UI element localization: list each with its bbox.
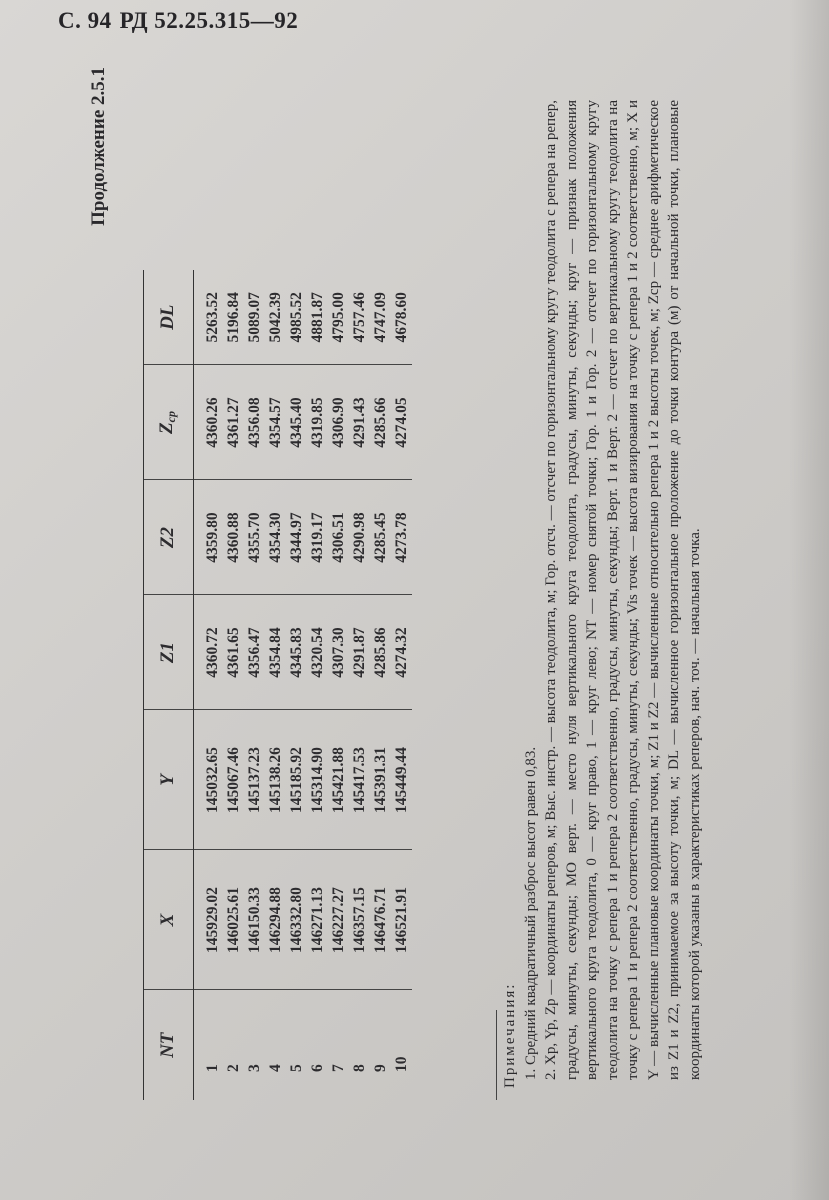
table-row	[328, 270, 349, 1100]
cell-y: 145449.44	[391, 710, 412, 850]
cell-nt: 4	[267, 1064, 284, 1072]
col-header-z2: Z2	[144, 480, 194, 595]
cell-y: 145137.23	[244, 710, 265, 850]
cell-zsr: 4306.90	[328, 365, 349, 480]
cell-z1: 4360.72	[194, 595, 224, 710]
cell-z1: 4285.86	[370, 595, 391, 710]
col-header-dl: DL	[144, 270, 194, 365]
cell-dl: 5196.84	[223, 270, 244, 365]
data-table	[143, 270, 412, 1100]
cell-nt: 1	[204, 1064, 221, 1072]
cell-z2: 4344.97	[286, 480, 307, 595]
cell-dl: 4795.00	[328, 270, 349, 365]
table-row	[244, 270, 265, 1100]
cell-nt: 3	[246, 1064, 263, 1072]
notes-title: Примечания:	[502, 982, 518, 1088]
cell-dl: 4678.60	[391, 270, 412, 365]
page-shadow	[789, 0, 829, 1200]
cell-zsr: 4354.57	[265, 365, 286, 480]
cell-z1: 4354.84	[265, 595, 286, 710]
table-row	[265, 270, 286, 1100]
cell-dl: 4747.09	[370, 270, 391, 365]
cell-y: 145067.46	[223, 710, 244, 850]
col-header-y: Y	[144, 710, 194, 850]
cell-dl: 4757.46	[349, 270, 370, 365]
col-header-x: X	[144, 850, 194, 990]
cell-x: 146476.71	[370, 850, 391, 990]
cell-y: 145314.90	[307, 710, 328, 850]
cell-dl: 5042.39	[265, 270, 286, 365]
zsr-letter: Z	[156, 422, 177, 434]
cell-nt: 8	[351, 1064, 368, 1072]
table-row	[194, 270, 224, 1100]
notes-divider	[496, 1010, 497, 1100]
page-number: С. 94	[58, 8, 112, 33]
cell-z1: 4307.30	[328, 595, 349, 710]
cell-x: 146332.80	[286, 850, 307, 990]
table-row	[349, 270, 370, 1100]
cell-z2: 4306.51	[328, 480, 349, 595]
cell-x: 146521.91	[391, 850, 412, 990]
col-header-z1: Z1	[144, 595, 194, 710]
cell-x: 146357.15	[349, 850, 370, 990]
cell-z2: 4273.78	[391, 480, 412, 595]
cell-zsr: 4356.08	[244, 365, 265, 480]
cell-dl: 4985.52	[286, 270, 307, 365]
cell-x: 146294.88	[265, 850, 286, 990]
cell-x: 146271.13	[307, 850, 328, 990]
note-2: 2. Xp, Yp, Zp — координаты реперов, м; Выс. инстр. — высота теодолита, м; Гор. отсч. — отсчет по горизонтальному кругу теодолита с репера на репер, градусы, минуты, секунды; МО верт. — место нуля вертикального круга теодолита, градусы, минуты, секунды; круг — признак положения вертикального круга теодолита, 0 — круг право, 1 — круг лево; NT — номер снятой точки; Гор. 1 и Гор. 2 — отсчет по горизонтальному кругу теодолита на точку с репера 1 и репера 2 соответственно, градусы, минуты, секунды; Верт. 1 и Верт. 2 — отсчет по вертикальному кругу теодолита на точку с репера 1 и репера 2 соответственно, градусы, минуты, секунды; Vis точек — высота визирования на точку с репера 1 и 2 соответственно, м; X и Y — вычисленные плановые координаты точки, м; Z1 и Z2 — вычисленные относительно репера 1 и 2 высоты точек, м; Zср — среднее арифметическое из Z1 и Z2, принимаемое за высоту точки, м; DL — вычисленное горизонтальное проложение до точки контура (м) от начальной точки, плановые координаты которой указаны в характеристиках реперов, нач. точ. — начальная точка.	[543, 100, 703, 1080]
cell-z1: 4345.83	[286, 595, 307, 710]
cell-z2: 4360.88	[223, 480, 244, 595]
cell-y: 145391.31	[370, 710, 391, 850]
cell-zsr: 4291.43	[349, 365, 370, 480]
cell-z1: 4291.87	[349, 595, 370, 710]
table-row	[223, 270, 244, 1100]
cell-x: 146227.27	[328, 850, 349, 990]
cell-z2: 4285.45	[370, 480, 391, 595]
cell-z2: 4354.30	[265, 480, 286, 595]
cell-dl: 5263.52	[194, 270, 224, 365]
cell-zsr: 4319.85	[307, 365, 328, 480]
table-row	[391, 270, 412, 1100]
continuation-label: Продолжение 2.5.1	[88, 67, 109, 226]
cell-nt: 2	[225, 1064, 242, 1072]
zsr-subscript: ср	[164, 411, 178, 423]
cell-z2: 4359.80	[194, 480, 224, 595]
cell-y: 145032.65	[194, 710, 224, 850]
cell-dl: 4881.87	[307, 270, 328, 365]
cell-zsr: 4360.26	[194, 365, 224, 480]
page-header	[58, 8, 298, 34]
col-header-zsr	[144, 365, 194, 480]
cell-y: 145417.53	[349, 710, 370, 850]
cell-nt: 5	[288, 1064, 305, 1072]
cell-nt: 6	[309, 1064, 326, 1072]
rotated-content	[88, 55, 748, 1170]
document-code: РД 52.25.315—92	[119, 8, 299, 33]
table-row	[286, 270, 307, 1100]
cell-x: 145929.02	[194, 850, 224, 990]
table-header-row	[144, 270, 194, 1100]
cell-nt: 10	[393, 1056, 410, 1072]
cell-y: 145185.92	[286, 710, 307, 850]
cell-zsr: 4345.40	[286, 365, 307, 480]
cell-x: 146025.61	[223, 850, 244, 990]
col-header-nt: NT	[144, 990, 194, 1100]
cell-y: 145421.88	[328, 710, 349, 850]
cell-z1: 4361.65	[223, 595, 244, 710]
table-row	[370, 270, 391, 1100]
table-row	[307, 270, 328, 1100]
cell-z2: 4319.17	[307, 480, 328, 595]
cell-zsr: 4274.05	[391, 365, 412, 480]
cell-zsr: 4285.66	[370, 365, 391, 480]
cell-dl: 5089.07	[244, 270, 265, 365]
cell-z2: 4355.70	[244, 480, 265, 595]
cell-z1: 4320.54	[307, 595, 328, 710]
cell-zsr: 4361.27	[223, 365, 244, 480]
cell-z2: 4290.98	[349, 480, 370, 595]
cell-z1: 4274.32	[391, 595, 412, 710]
cell-nt: 9	[372, 1064, 389, 1072]
notes-section	[500, 100, 705, 1100]
cell-z1: 4356.47	[244, 595, 265, 710]
cell-nt: 7	[330, 1064, 347, 1072]
note-1: 1. Средний квадратичный разброс высот равен 0,83.	[522, 746, 539, 1080]
cell-x: 146150.33	[244, 850, 265, 990]
cell-y: 145138.26	[265, 710, 286, 850]
